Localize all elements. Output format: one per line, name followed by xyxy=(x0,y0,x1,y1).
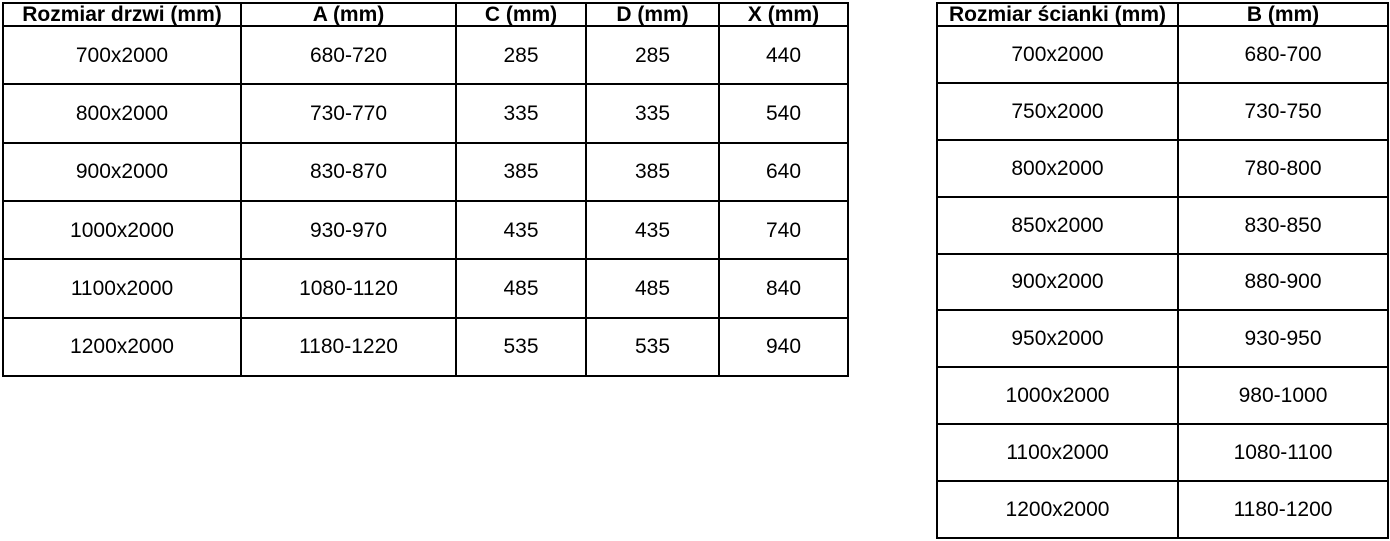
table-row xyxy=(937,83,1388,140)
table-cell: 700x2000 xyxy=(937,26,1178,83)
table-row xyxy=(3,143,848,201)
table-cell: 385 xyxy=(456,143,586,201)
column-header: A (mm) xyxy=(241,3,456,26)
table-cell: 930-970 xyxy=(241,201,456,259)
table-row xyxy=(3,26,848,84)
table-cell: 535 xyxy=(586,318,719,376)
table-cell: 780-800 xyxy=(1178,140,1388,197)
table-cell: 900x2000 xyxy=(3,143,241,201)
table-cell: 1180-1220 xyxy=(241,318,456,376)
table-cell: 485 xyxy=(586,259,719,317)
column-header: D (mm) xyxy=(586,3,719,26)
table-cell: 1100x2000 xyxy=(937,424,1178,481)
table-cell: 1080-1120 xyxy=(241,259,456,317)
table-cell: 840 xyxy=(719,259,848,317)
table-row xyxy=(937,367,1388,424)
table-cell: 930-950 xyxy=(1178,310,1388,367)
table-cell: 385 xyxy=(586,143,719,201)
table-row xyxy=(937,310,1388,367)
table-cell: 285 xyxy=(586,26,719,84)
table-cell: 535 xyxy=(456,318,586,376)
table-row xyxy=(937,424,1388,481)
header-row xyxy=(3,3,848,26)
table-cell: 1000x2000 xyxy=(3,201,241,259)
table-row xyxy=(937,254,1388,311)
table-row xyxy=(937,140,1388,197)
table-cell: 700x2000 xyxy=(3,26,241,84)
column-header: X (mm) xyxy=(719,3,848,26)
column-header: Rozmiar drzwi (mm) xyxy=(3,3,241,26)
table-cell: 850x2000 xyxy=(937,197,1178,254)
table-row xyxy=(3,84,848,142)
table-cell: 485 xyxy=(456,259,586,317)
table-row xyxy=(3,318,848,376)
column-header: Rozmiar ścianki (mm) xyxy=(937,3,1178,26)
table-cell: 830-870 xyxy=(241,143,456,201)
table-cell: 435 xyxy=(586,201,719,259)
table-row xyxy=(937,481,1388,538)
table-cell: 950x2000 xyxy=(937,310,1178,367)
table-cell: 730-750 xyxy=(1178,83,1388,140)
door-size-table xyxy=(2,2,849,377)
column-header: B (mm) xyxy=(1178,3,1388,26)
table-cell: 730-770 xyxy=(241,84,456,142)
table-cell: 680-720 xyxy=(241,26,456,84)
table-cell: 335 xyxy=(586,84,719,142)
table-cell: 285 xyxy=(456,26,586,84)
table-cell: 440 xyxy=(719,26,848,84)
table-cell: 800x2000 xyxy=(3,84,241,142)
table-row xyxy=(3,201,848,259)
table-cell: 900x2000 xyxy=(937,254,1178,311)
header-row xyxy=(937,3,1388,26)
table-cell: 980-1000 xyxy=(1178,367,1388,424)
table-cell: 1200x2000 xyxy=(3,318,241,376)
table-cell: 940 xyxy=(719,318,848,376)
table-cell: 1180-1200 xyxy=(1178,481,1388,538)
table-cell: 1080-1100 xyxy=(1178,424,1388,481)
table-row xyxy=(937,197,1388,254)
table-cell: 1200x2000 xyxy=(937,481,1178,538)
table-cell: 800x2000 xyxy=(937,140,1178,197)
table-cell: 880-900 xyxy=(1178,254,1388,311)
table-cell: 750x2000 xyxy=(937,83,1178,140)
table-cell: 640 xyxy=(719,143,848,201)
table-row xyxy=(3,259,848,317)
column-header: C (mm) xyxy=(456,3,586,26)
table-cell: 1100x2000 xyxy=(3,259,241,317)
wall-size-table xyxy=(936,2,1389,539)
table-cell: 435 xyxy=(456,201,586,259)
table-row xyxy=(937,26,1388,83)
table-cell: 1000x2000 xyxy=(937,367,1178,424)
table-cell: 740 xyxy=(719,201,848,259)
table-cell: 540 xyxy=(719,84,848,142)
table-cell: 335 xyxy=(456,84,586,142)
table-cell: 680-700 xyxy=(1178,26,1388,83)
table-cell: 830-850 xyxy=(1178,197,1388,254)
